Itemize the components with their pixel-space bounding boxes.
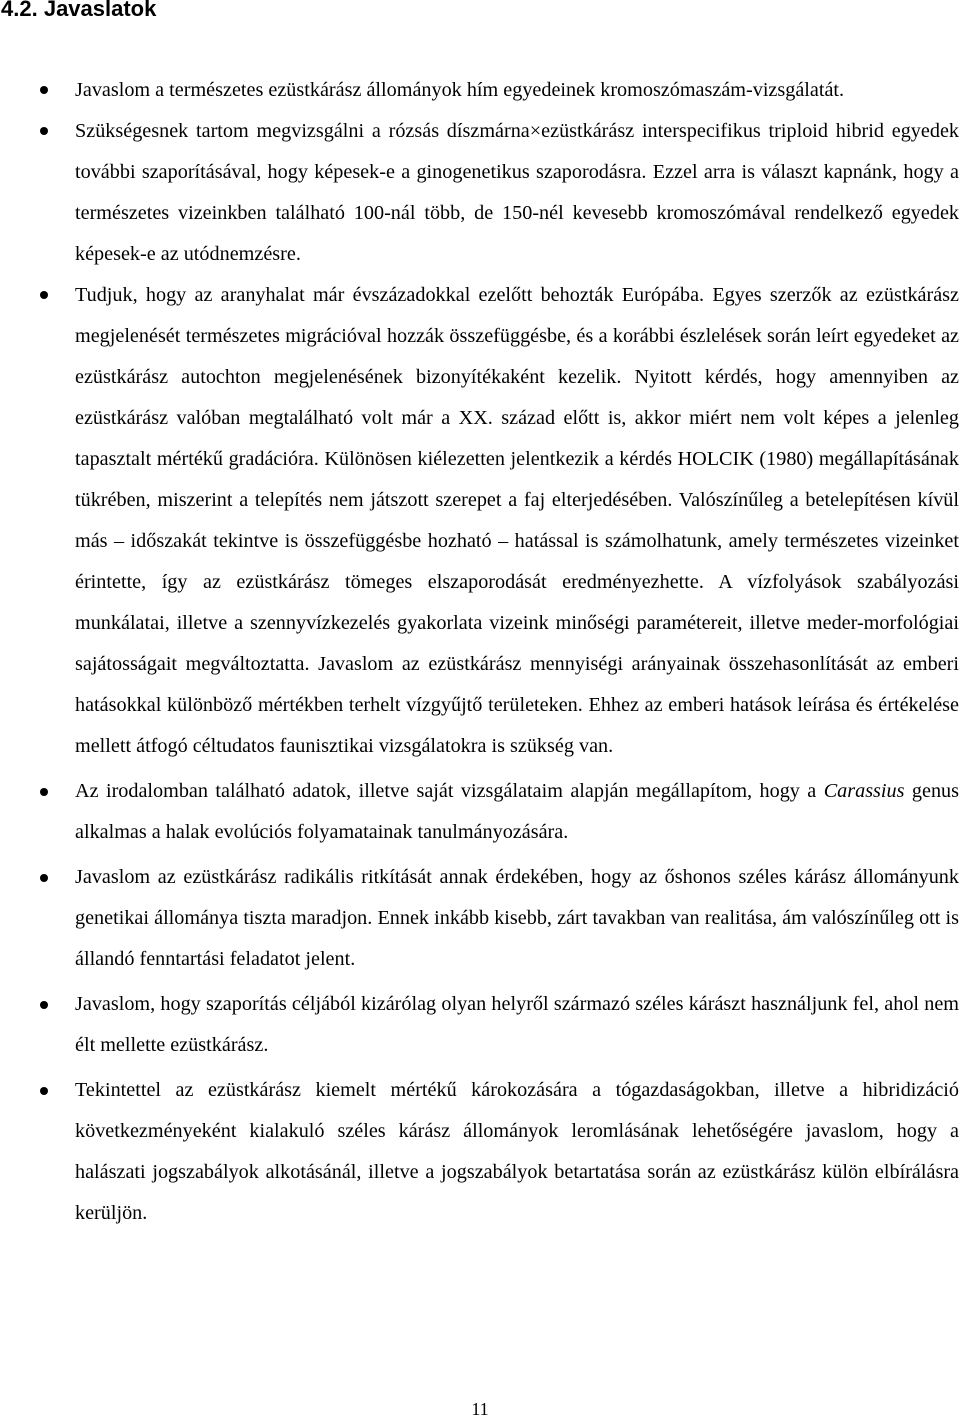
recommendations-list: [75, 70, 959, 1234]
list-item-text: Javaslom a természetes ezüstkárász állományok hím egyedeinek kromoszómaszám-vizsgálatát.: [75, 79, 845, 101]
bullet-icon: [40, 1001, 48, 1009]
list-item-text: Tudjuk, hogy az aranyhalat már évszázadokkal ezelőtt behozták Európába. Egyes szerzők az ezüstkárász megjelenését természetes migrációval hozzák összefüggésbe, és a korábbi észlelések során leírt egyedeket az ezüstkárász autochton megjelenésének bizonyítékaként kezelik. Nyitott kérdés, hogy amennyiben az ezüstkárász valóban megtalálható volt már a XX. század előtt is, akkor miért nem volt képes a jelenleg tapasztalt mértékű gradációra. Különösen kiélezetten jelentkezik a kérdés HOLCIK (1980) megállapításának tükrében, miszerint a telepítés nem játszott szerepet a faj elterjedésében. Valószínűleg a betelepítésen kívül más – időszakát tekintve is összefüggésbe hozható – hatással is számolhatunk, amely természetes vizeinket érintette, így az ezüstkárász tömeges elszaporodását eredményezhette. A vízfolyások szabályozási munkálatai, illetve a szennyvízkezelés gyakorlata vizeink minőségi paramétereit, illetve meder-morfológiai sajátosságait megváltoztatta. Javaslom az ezüstkárász mennyiségi arányainak összehasonlítását az emberi hatásokkal különböző mértékben terhelt vízgyűjtő területeken. Ehhez az emberi hatások leírása és értékelése mellett átfogó céltudatos faunisztikai vizsgálatokra is szükség van.: [75, 284, 959, 757]
page-number: 11: [471, 1399, 489, 1419]
list-item: [75, 70, 959, 111]
list-item: [75, 1070, 959, 1234]
list-item-text: Szükségesnek tartom megvizsgálni a rózsás díszmárna×ezüstkárász interspecifikus triploid hibrid egyedek további szaporításával, hogy képesek-e a ginogenetikus szaporodásra. Ezzel arra is választ kapnánk, hogy a természetes vizeinkben található 100-nál több, de 150-nél kevesebb kromoszómával rendelkező egyedek képesek-e az utódnemzésre.: [75, 120, 959, 265]
list-item-text: genus alkalmas a halak evolúciós folyamatainak tanulmányozására.: [75, 780, 959, 843]
list-item-text: Javaslom, hogy szaporítás céljából kizárólag olyan helyről származó széles kárászt használjunk fel, ahol nem élt mellette ezüstkárász.: [75, 993, 959, 1056]
list-item: [75, 771, 959, 853]
genus-name: Carassius: [823, 780, 905, 802]
bullet-icon: [40, 1087, 48, 1095]
section-heading: [1, 0, 156, 23]
bullet-icon: [40, 86, 48, 94]
section-number: 4.2.: [1, 0, 38, 21]
list-item-text: Az irodalomban található adatok, illetve saját vizsgálataim alapján megállapítom, hogy a: [75, 780, 824, 802]
section-title: Javaslatok: [43, 0, 157, 21]
list-item: [75, 275, 959, 767]
bullet-icon: [40, 788, 48, 796]
list-item: [75, 857, 959, 980]
list-item-text: Tekintettel az ezüstkárász kiemelt mértékű károkozására a tógazdaságokban, illetve a hibridizáció következményeként kialakuló széles kárász állományok leromlásának lehetőségére javaslom, hogy a halászati jogszabályok alkotásánál, illetve a jogszabályok betartatása során az ezüstkárász külön elbírálásra kerüljön.: [75, 1079, 959, 1224]
list-item-text: Javaslom az ezüstkárász radikális ritkítását annak érdekében, hogy az őshonos széles kárász állományunk genetikai állománya tiszta maradjon. Ennek inkább kisebb, zárt tavakban van realitása, ám valószínűleg ott is állandó fenntartási feladatot jelent.: [75, 866, 959, 970]
bullet-icon: [40, 874, 48, 882]
list-item: [75, 984, 959, 1066]
list-item: [75, 111, 959, 275]
bullet-icon: [40, 291, 48, 299]
bullet-icon: [40, 127, 48, 135]
